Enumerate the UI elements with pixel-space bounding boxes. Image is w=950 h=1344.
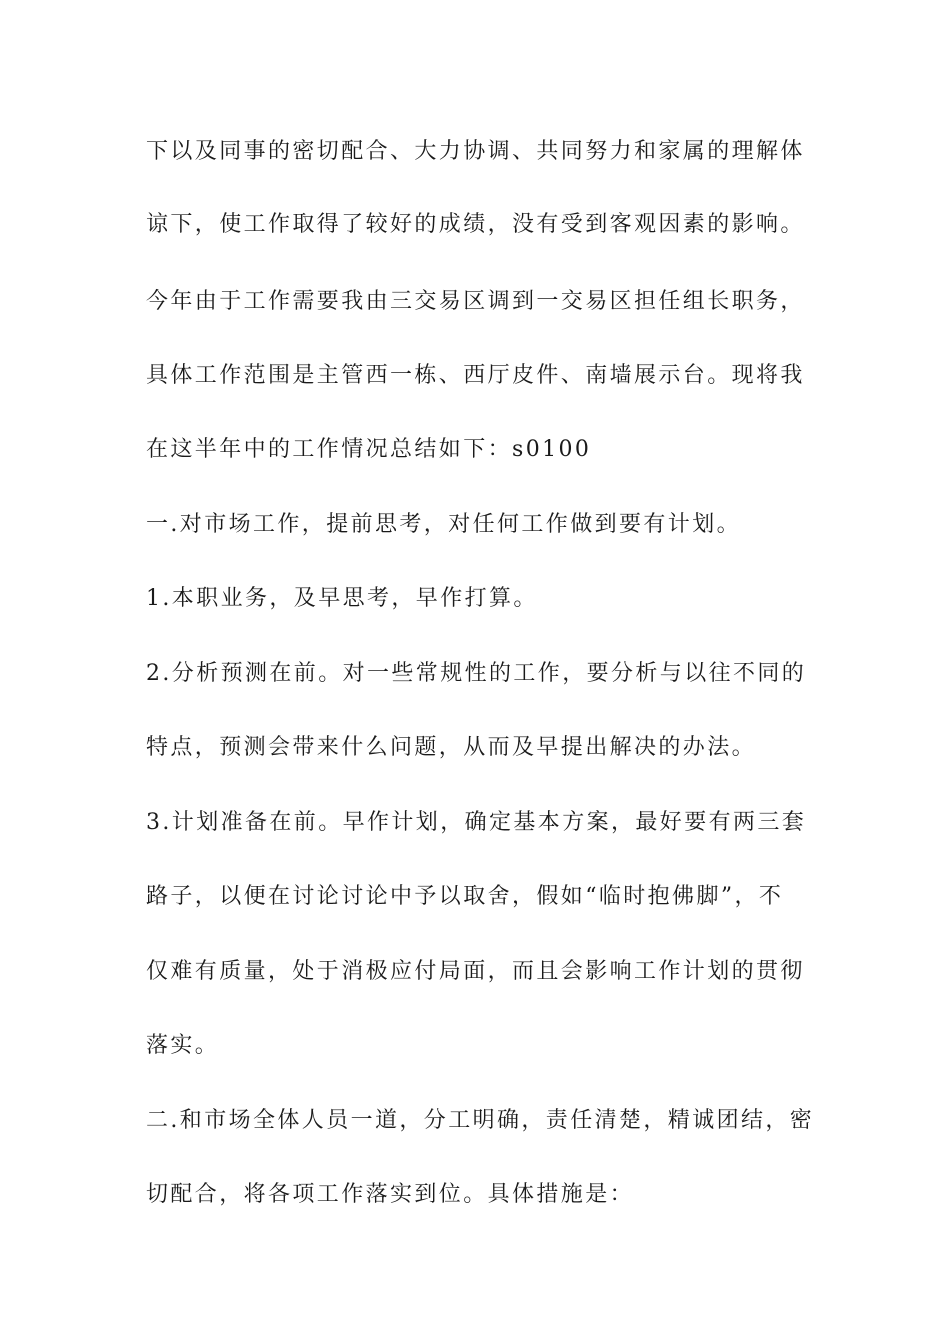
list-item-2: 2.分析预测在前。对一些常规性的工作，要分析与以往不同的 bbox=[146, 661, 807, 686]
section-heading-1: 一.对市场工作，提前思考，对任何工作做到要有计划。 bbox=[146, 512, 741, 537]
text-line-2: 谅下，使工作取得了较好的成绩，没有受到客观因素的影响。 bbox=[146, 212, 805, 237]
text-line-12: 仅难有质量，处于消极应付局面，而且会影响工作计划的贯彻 bbox=[146, 959, 805, 984]
section-heading-2: 二.和市场全体人员一道，分工明确，责任清楚，精诚团结，密 bbox=[146, 1108, 815, 1133]
list-item-3: 3.计划准备在前。早作计划，确定基本方案，最好要有两三套 bbox=[146, 810, 807, 835]
text-line-1: 下以及同事的密切配合、大力协调、共同努力和家属的理解体 bbox=[146, 139, 805, 164]
text-line-11: 路子，以便在讨论讨论中予以取舍，假如“临时抱佛脚”，不 bbox=[146, 884, 784, 909]
text-line-15: 切配合，将各项工作落实到位。具体措施是： bbox=[146, 1182, 635, 1207]
text-line-4: 具体工作范围是主管西一栋、西厅皮件、南墙展示台。现将我 bbox=[146, 363, 805, 388]
list-item-1: 1.本职业务，及早思考，早作打算。 bbox=[146, 586, 538, 611]
text-line-5: 在这半年中的工作情况总结如下：s0100 bbox=[146, 437, 592, 462]
text-line-13: 落实。 bbox=[146, 1033, 220, 1058]
text-line-9: 特点，预测会带来什么问题，从而及早提出解决的办法。 bbox=[146, 735, 757, 760]
text-line-3: 今年由于工作需要我由三交易区调到一交易区担任组长职务， bbox=[146, 289, 805, 314]
